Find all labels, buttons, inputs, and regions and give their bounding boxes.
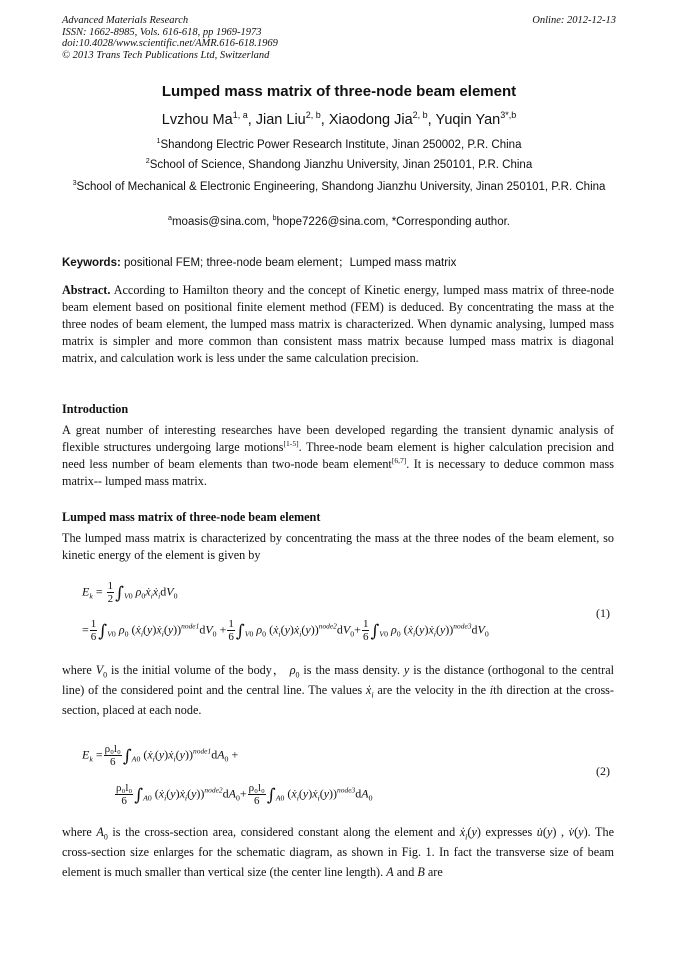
affiliation-sup: 1 <box>156 137 161 146</box>
affiliation-1 <box>62 138 616 153</box>
text-run: where <box>62 825 97 839</box>
email-sup: b <box>272 214 277 223</box>
email-a: moasis@sina.com, <box>171 216 273 228</box>
eq-subscript: k <box>89 591 93 601</box>
author-name: Yuqin Yan <box>435 112 501 128</box>
where-paragraph-2: where $A_0$ is the cross-section area, considered constant along the element and ẋ$_i$(y) expresses u̇(y) , v̇(y). The cross-section size enlarges for the schematic diagram, as shown in Fig. 1. In fact the transverse size of beam element is much smaller than vertical size (the center line length). A and B are <box>62 825 614 879</box>
affiliation-sup: 3 <box>72 179 77 188</box>
affiliation-3 <box>62 180 616 195</box>
fraction-numerator: 1 <box>228 618 234 630</box>
eq-symbol: E <box>82 584 90 599</box>
text-run: are <box>424 865 443 879</box>
integral-sign: ∫ <box>134 785 144 806</box>
equation-2-line-2: $\frac{\text{ρ₀l₀}}{6}$ $\int_{A0}$ $(ẋ_i(y)ẋ_i(y))^{node2}dA_0+$ $\frac{\text{ρ₀l₀}}{6}$ $\int_{A0}$ $(ẋ_i(y)ẋ_i(y))^{node3}dA_0$ <box>116 782 373 807</box>
author-name: Xiaodong Jia <box>328 112 413 128</box>
integral-sign: ∫ <box>370 621 380 642</box>
author-separator: , <box>247 112 256 128</box>
author-separator: , <box>427 112 436 128</box>
equation-number-2: (2) <box>596 764 610 778</box>
text-run: are the velocity in the <box>373 683 490 697</box>
equation-1-line-2: = $\frac{1}{6}$ $\int_{V0}$ $\rho_0$ $(ẋ_i(y)ẋ_i(y))^{node1}dV_0$ + $\frac{1}{6}$ $\int_{V0}$ $\rho_0$ $(ẋ_i(y)ẋ_i(y))^{node2}dV_0+$ $\frac{1}{6}$ $\int_{V0}$ $\rho_0$ $(ẋ_i(y)ẋ_i(y))^{node3}dV_0$ <box>82 618 489 643</box>
fraction <box>115 782 133 807</box>
fraction <box>362 618 370 643</box>
fraction-denominator: 6 <box>109 756 116 768</box>
where-paragraph-1: where $V_0$ is the initial volume of the body， $\rho_0$ is the mass density. y is the distance (orthogonal to the central line) of the considered point and the central line. The values ẋ$_i$ are the velocity in the ith direction at the cross-section, placed at each node. <box>62 663 614 717</box>
integral-sign: ∫ <box>122 746 132 767</box>
text-run: is the mass density. <box>299 663 404 677</box>
fraction-numerator: ρ₀l₀ <box>116 782 133 794</box>
keywords-label: Keywords: <box>62 257 121 269</box>
author-list <box>0 112 678 128</box>
text-run: expresses <box>480 825 537 839</box>
intro-paragraph <box>62 422 614 490</box>
integral-sign: ∫ <box>266 785 276 806</box>
fraction-denominator: 6 <box>90 631 97 643</box>
integral-sign: ∫ <box>98 621 108 642</box>
intro-heading: Introduction <box>62 402 129 416</box>
fraction <box>227 618 235 643</box>
fraction-numerator: ρ₀l₀ <box>248 782 265 794</box>
fraction <box>104 743 122 768</box>
author-separator: , <box>320 112 329 128</box>
equation-2-line-1: $E_k$ = $\frac{\text{ρ₀l₀}}{6}$ $\int_{A0}$ $(ẋ_i(y)ẋ_i(y))^{node1}dA_0$ + <box>82 743 239 768</box>
abstract-text: According to Hamilton theory and the concept of Kinetic energy, lumped mass matrix of three-node beam element based on positional finite element method (FEM) is deduced. By concentrating the mass at the three nodes of beam element, the lumped mass matrix is characterized. When dynamic analysing, lumped mass matrix is simpler and more common than consistent mass matrix because lumped mass matrix is diagonal matrix, and calculation work is less under the same calculation precision. <box>62 283 614 365</box>
email-b: hope7226@sina.com, *Corresponding author. <box>276 216 510 228</box>
fraction-denominator: 6 <box>228 631 234 643</box>
journal-header <box>62 15 278 61</box>
abstract-paragraph <box>62 282 614 367</box>
copyright-line: © 2013 Trans Tech Publications Ltd, Switzerland <box>62 49 270 61</box>
intro-text: . It is necessary to deduce common mass matrix-- lumped mass matrix. <box>62 457 614 488</box>
fraction-denominator: 6 <box>253 795 260 807</box>
author-sup: 3*,b <box>500 110 517 121</box>
paper-title: Lumped mass matrix of three-node beam element <box>161 83 517 100</box>
affiliation-2 <box>62 158 616 173</box>
node-superscript: node3 <box>337 785 356 795</box>
author-name: Lvzhou Ma <box>161 112 233 128</box>
author-sup: 2, b <box>305 110 321 121</box>
text-run: is the distance (orthogonal to the central line) of the considered point and the central line. The values <box>62 663 614 697</box>
text-run: . The cross-section size enlarges for the schematic diagram, as shown in Fig. 1. In fact the transverse size of beam element is much smaller than vertical size (the center line length). <box>62 825 614 879</box>
fraction-numerator: ρ₀l₀ <box>104 743 121 755</box>
text-run: is the initial volume of the body， <box>107 663 286 677</box>
author-sup: 1, a <box>232 110 248 121</box>
fraction <box>107 580 115 605</box>
intro-text: A great number of interesting researches have been developed regarding the transient dynamic analysis of flexible structures undergoing large motions <box>62 423 614 454</box>
keywords-text: positional FEM; three-node beam element；Lumped mass matrix <box>120 257 457 269</box>
affiliation-sup: 2 <box>145 157 150 166</box>
node-superscript: node3 <box>453 621 472 631</box>
affiliation-text: School of Science, Shandong Jianzhu University, Jinan 250101, P.R. China <box>149 159 533 171</box>
integral-sign: ∫ <box>235 621 245 642</box>
affiliation-text: Shandong Electric Power Research Institute, Jinan 250002, P.R. China <box>160 139 522 151</box>
text-run: th direction at the cross-section, placed at each node. <box>62 683 614 717</box>
fraction-numerator: 1 <box>107 580 114 592</box>
affiliation-text: School of Mechanical & Electronic Engineering, Shandong Jianzhu University, Jinan 250101, P.R. China <box>76 181 606 193</box>
email-line <box>62 215 616 230</box>
fraction-numerator: 1 <box>90 618 97 630</box>
fraction-denominator: 6 <box>121 795 127 807</box>
node-superscript: node1 <box>193 746 212 756</box>
equation-1-line-1: $E_k$ = $\frac{1}{2}$ $\int_{V0}$ $\rho_0ẋ_iẋ_idV_0$ <box>82 580 178 605</box>
fraction-denominator: 2 <box>107 593 114 605</box>
fraction-denominator: 6 <box>362 631 369 643</box>
section-heading: Lumped mass matrix of three-node beam element <box>62 510 321 524</box>
online-date: Online: 2012-12-13 <box>532 15 616 26</box>
fraction-numerator: 1 <box>362 618 369 630</box>
integral-sign: ∫ <box>115 583 124 604</box>
author-name: Jian Liu <box>255 112 306 128</box>
node-superscript: node2 <box>204 785 223 795</box>
citation: [1-5] <box>283 438 299 448</box>
section-paragraph: The lumped mass matrix is characterized by concentrating the mass at the three nodes of the beam element, so kinetic energy of the element is given by <box>62 531 614 562</box>
journal-name: Advanced Materials Research <box>62 15 189 26</box>
citation: [6,7] <box>391 455 407 465</box>
text-run: and <box>393 865 418 879</box>
text-run: is the cross-section area, considered constant along the element and <box>107 825 460 839</box>
node-superscript: node2 <box>318 621 337 631</box>
keywords-line <box>62 254 456 270</box>
equation-number-1: (1) <box>596 606 610 620</box>
fraction <box>90 618 98 643</box>
email-sup: a <box>168 214 172 223</box>
text-run: where <box>62 663 96 677</box>
abstract-label: Abstract. <box>62 283 111 297</box>
node-superscript: node1 <box>181 621 200 631</box>
issn-line: ISSN: 1662-8985, Vols. 616-618, pp 1969-1973 <box>62 26 262 38</box>
intro-text: . Three-node beam element is higher calculation precision and need less number of beam elements than two-node beam element <box>62 440 614 471</box>
doi-line: doi:10.4028/www.scientific.net/AMR.616-618.1969 <box>62 38 278 49</box>
fraction <box>248 782 266 807</box>
author-sup: 2, b <box>412 110 428 121</box>
